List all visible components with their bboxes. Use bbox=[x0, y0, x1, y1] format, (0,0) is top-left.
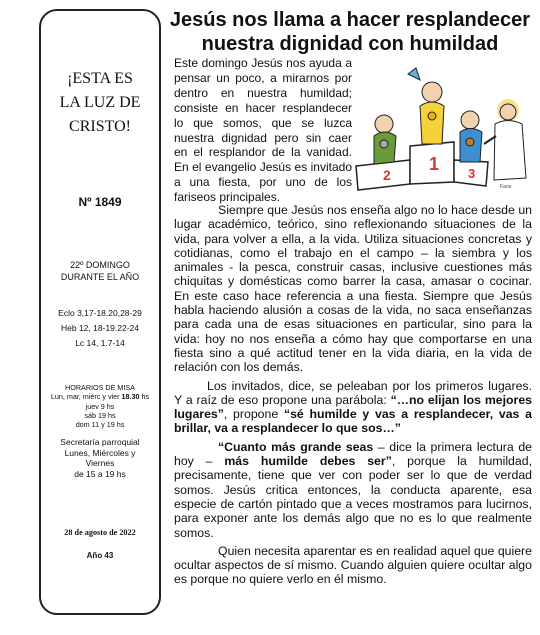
intro-paragraph bbox=[174, 56, 352, 205]
issue-number: Nº 1849 bbox=[78, 195, 122, 209]
schedule-days: Lun, mar, miérc y vier bbox=[50, 392, 122, 402]
schedule-line: dom 11 y 19 hs bbox=[75, 420, 125, 430]
quote: “sé humilde y vas a resplandecer, vas a brillar, va a resplandecer lo que sos…” bbox=[174, 407, 532, 436]
text-run: , porque la humildad, precisamente, tiene que ver con poder ser lo que de verdad somos. Jesús critica entonces, la conducta aparente, esa especie de cartón pintado que a veces mostramos para lucirnos, para exponer ante los demás algo que no es lo que realmente somos. bbox=[174, 454, 532, 540]
quote: “Cuanto más grande seas bbox=[218, 439, 374, 454]
text-run: Los invitados, dice, se peleaban por los primeros lugares. Y a raíz de eso propone una parábola: bbox=[174, 378, 532, 407]
text-run: – dice la primera lectura de hoy – bbox=[174, 439, 532, 469]
reading-ref: Eclo 3,17-18.20,28-29 bbox=[58, 308, 142, 318]
motto-line: LA LUZ DE bbox=[59, 94, 141, 111]
figure-jesus bbox=[484, 99, 526, 180]
schedule-title: HORARIOS DE MISA bbox=[65, 383, 135, 392]
podium-label: 3 bbox=[468, 166, 476, 181]
motto-line: CRISTO! bbox=[69, 118, 131, 135]
title-line: Jesús nos llama a hacer resplandecer bbox=[169, 9, 531, 31]
quote: “…no elijan los mejores lugares” bbox=[174, 392, 532, 422]
schedule-line bbox=[41, 392, 159, 401]
illustration-signature: Fano bbox=[500, 184, 512, 190]
article-title bbox=[165, 8, 535, 56]
issue-date: 28 de agosto de 2022 bbox=[64, 528, 136, 537]
paragraph bbox=[174, 379, 532, 436]
podium-label: 2 bbox=[383, 167, 391, 183]
liturgical-sunday bbox=[41, 259, 159, 283]
schedule-time: 18.30 bbox=[121, 392, 140, 402]
podium-illustration bbox=[350, 62, 532, 192]
figure-second bbox=[374, 115, 396, 164]
sidebar-panel bbox=[39, 9, 161, 615]
text-run: , propone bbox=[223, 407, 284, 422]
paragraph: Siempre que Jesús nos enseña algo no lo hace desde un lugar académico, teórico, sino reflexionando situaciones de la vida, para volver a ella, a la vida. Utiliza situaciones concretas y cotidianas, como el trabajo en el campo – la siembra y los animales - la pesca, construir casas, inclusive cuestiones más chiquitas y domésticas como barrer la casa, amasar o cocinar. En este caso hace referencia a una fiesta. Siempre que Jesús habla haciendo alusión a cosas de la vida, no saca enseñanzas para cada una de esas situaciones en particular, sino para la vida: hoy no nos enseña a cómo hay que comportarse en una fiesta sino a qué actitud tener en la vida diaria, en la vida de relación con los demás. bbox=[174, 203, 532, 375]
reading-ref: Lc 14, 1.7-14 bbox=[75, 338, 125, 348]
schedule-unit: hs bbox=[139, 392, 150, 402]
reading-ref: Heb 12, 18-19.22-24 bbox=[61, 323, 139, 333]
motto-line: ¡ESTA ES bbox=[67, 70, 133, 87]
title-line: nuestra dignidad con humildad bbox=[201, 33, 499, 55]
schedule-line: juev 9 hs bbox=[85, 401, 115, 411]
office-hours bbox=[43, 437, 157, 479]
quote: más humilde debes ser” bbox=[224, 454, 392, 469]
office-line: de 15 a 19 hs bbox=[74, 468, 126, 479]
sunday-line: 22º DOMINGO bbox=[70, 260, 130, 270]
office-line: Viernes bbox=[85, 458, 115, 468]
paragraph: Quien necesita aparentar es en realidad aquel que quiere ocultar aspectos de sí mismo. Cuando alguien quiere ocultar algo es porque no quiere verlo en él mismo. bbox=[174, 543, 532, 587]
article-body bbox=[174, 203, 532, 591]
issue-year: Año 43 bbox=[86, 551, 114, 560]
figure-first bbox=[408, 68, 444, 144]
intro-text: Este domingo Jesús nos ayuda a pensar un poco, a mirarnos por dentro en nuestra humildad; consiste en hacer resplandecer lo que somos, que se luzca nuestra dignidad pero sin caer en el resplandor de la vanidad. En el evangelio Jesús es invitado a una fiesta, por uno de los fariseos principales. bbox=[174, 56, 352, 205]
motto bbox=[41, 67, 159, 139]
office-line: Secretaría parroquial bbox=[60, 437, 140, 447]
paragraph bbox=[174, 440, 532, 540]
mass-schedule bbox=[41, 383, 159, 429]
sunday-line: DURANTE EL AÑO bbox=[60, 272, 140, 282]
schedule-line: sáb 19 hs bbox=[84, 410, 116, 420]
readings bbox=[41, 306, 159, 351]
podium-label: 1 bbox=[429, 154, 440, 174]
office-line: Lunes, Miércoles y bbox=[64, 447, 136, 458]
figure-third bbox=[460, 111, 482, 162]
